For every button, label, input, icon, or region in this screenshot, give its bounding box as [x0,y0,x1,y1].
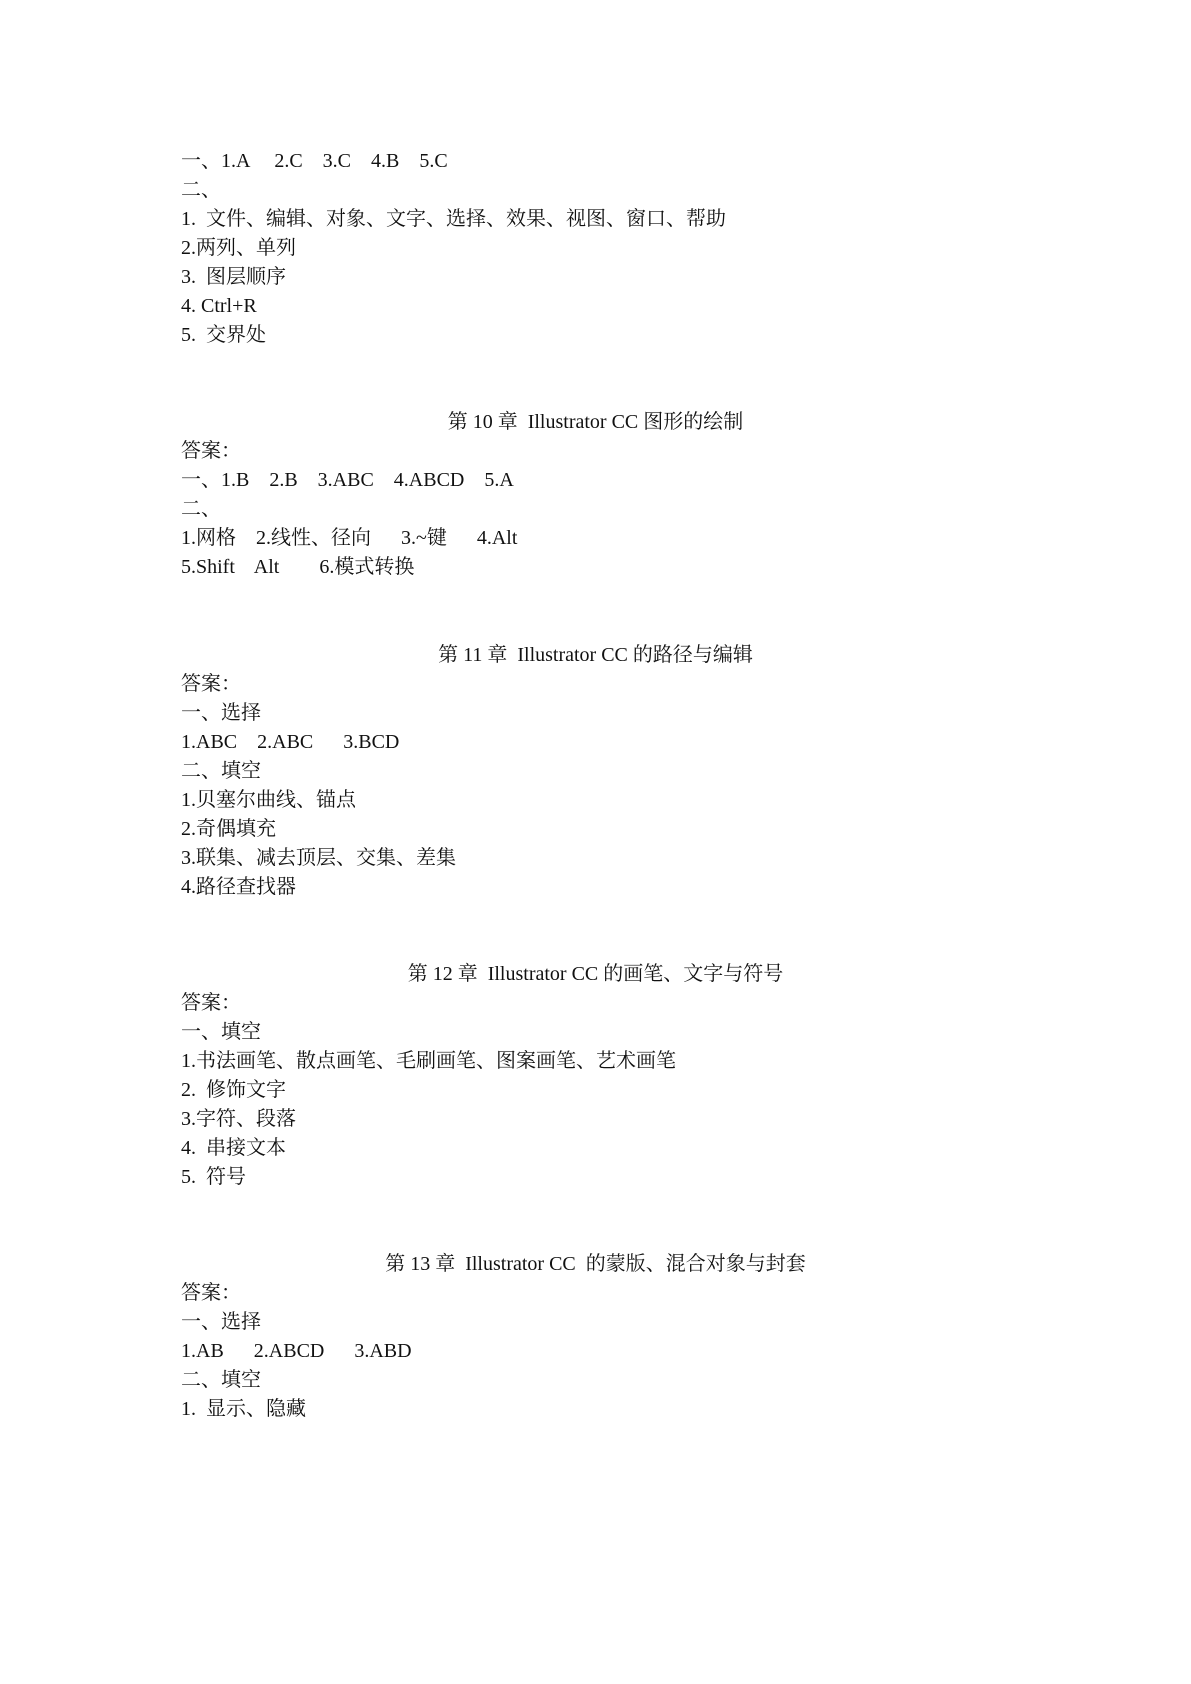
chapter-13-choice-header: 一、选择 [181,1311,261,1333]
chapter-13-choice-answers: 1.AB 2.ABCD 3.ABD [181,1340,412,1362]
chapter-13-answer-1: 1. 显示、隐藏 [181,1398,306,1420]
chapter-12-answer-1: 1.书法画笔、散点画笔、毛刷画笔、图案画笔、艺术画笔 [181,1050,676,1072]
chapter-13-title: 第 13 章 Illustrator CC 的蒙版、混合对象与封套 [385,1253,806,1275]
chapter-10-answer-label: 答案： [181,440,241,462]
chapter-10-fill-header: 二、 [181,498,221,520]
intro-answer-1: 1. 文件、编辑、对象、文字、选择、效果、视图、窗口、帮助 [181,208,726,230]
chapter-11-answer-1: 1.贝塞尔曲线、锚点 [181,789,356,811]
chapter-11-choice-header: 一、选择 [181,702,261,724]
chapter-10-title: 第 10 章 Illustrator CC 图形的绘制 [447,411,744,433]
chapter-11-answer-3: 3.联集、减去顶层、交集、差集 [181,847,456,869]
chapter-13-fill-header: 二、填空 [181,1369,261,1391]
chapter-10-answer-line-2: 5.Shift Alt 6.模式转换 [181,556,415,578]
intro-answer-5: 5. 交界处 [181,324,266,346]
intro-choice-answers: 一、1.A 2.C 3.C 4.B 5.C [181,150,448,172]
chapter-11-answer-4: 4.路径查找器 [181,876,296,898]
chapter-12-answer-2: 2. 修饰文字 [181,1079,286,1101]
chapter-11-choice-answers: 1.ABC 2.ABC 3.BCD [181,731,400,753]
chapter-11-answer-label: 答案： [181,673,241,695]
chapter-12-title: 第 12 章 Illustrator CC 的画笔、文字与符号 [407,963,784,985]
chapter-11-title: 第 11 章 Illustrator CC 的路径与编辑 [438,644,753,666]
chapter-12-answer-5: 5. 符号 [181,1166,246,1188]
intro-answer-3: 3. 图层顺序 [181,266,286,288]
chapter-13-answer-label: 答案： [181,1282,241,1304]
intro-answer-4: 4. Ctrl+R [181,295,257,317]
chapter-11-fill-header: 二、填空 [181,760,261,782]
intro-fill-header: 二、 [181,179,221,201]
chapter-10-choice-answers: 一、1.B 2.B 3.ABC 4.ABCD 5.A [181,469,514,491]
chapter-12-answer-4: 4. 串接文本 [181,1137,286,1159]
chapter-10-answer-line-1: 1.网格 2.线性、径向 3.~键 4.Alt [181,527,518,549]
chapter-12-answer-label: 答案： [181,992,241,1014]
chapter-12-fill-header: 一、填空 [181,1021,261,1043]
intro-answer-2: 2.两列、单列 [181,237,296,259]
chapter-12-answer-3: 3.字符、段落 [181,1108,296,1130]
chapter-11-answer-2: 2.奇偶填充 [181,818,276,840]
